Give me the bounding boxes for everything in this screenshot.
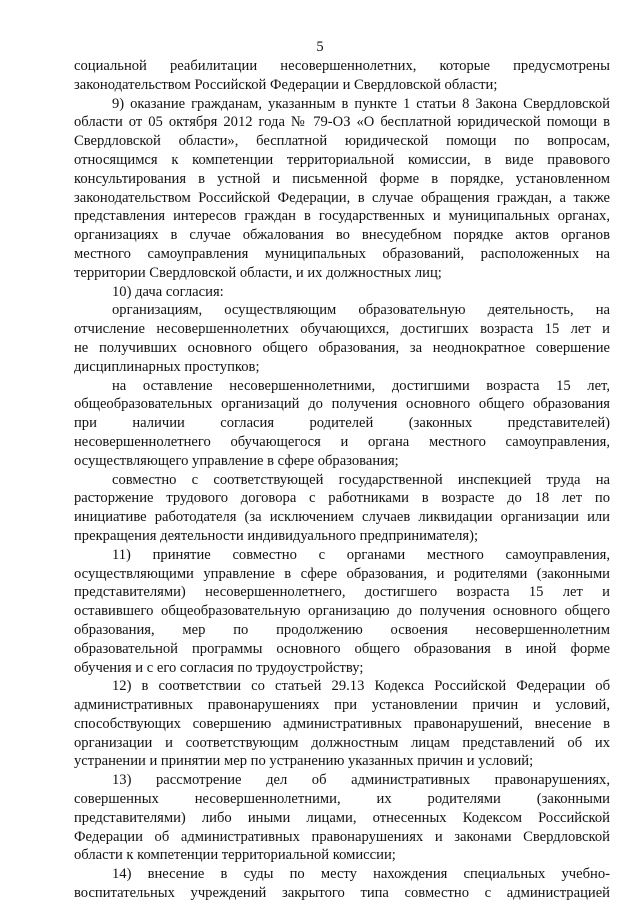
text-line: инициативе работодателя (за исключением случаев ликвидации организации или bbox=[74, 509, 610, 526]
text-line: общеобразовательных организаций до получения основного общего образования bbox=[74, 396, 610, 413]
text-line: относящимся к компетенции территориальной комиссии, в виде правового bbox=[74, 151, 610, 168]
text-line: представления интересов граждан в государственных и муниципальных органах, bbox=[74, 208, 610, 225]
text-line: 9) оказание гражданам, указанным в пункте 1 статьи 8 Закона Свердловской bbox=[112, 95, 610, 112]
text-line: социальной реабилитации несовершеннолетних, которые предусмотрены bbox=[74, 58, 610, 74]
text-line: области от 05 октября 2012 года № 79-ОЗ «О бесплатной юридической помощи в bbox=[74, 114, 610, 131]
text-line: территории Свердловской области, и их должностных лиц; bbox=[74, 264, 442, 281]
text-line: Федерации об административных правонарушениях и законами Свердловской bbox=[74, 828, 610, 845]
text-line: отчисление несовершеннолетних обучающихся, достигших возраста 15 лет и bbox=[74, 321, 610, 338]
text-line: 12) в соответствии со статьей 29.13 Кодекса Российской Федерации об bbox=[112, 678, 610, 695]
text-line: оставившего общеобразовательную организацию до получения основного общего bbox=[74, 603, 610, 620]
text-line: обучения и с его согласия по трудоустройству; bbox=[74, 659, 364, 676]
document-body bbox=[74, 57, 610, 903]
text-line: 10) дача согласия: bbox=[112, 283, 224, 300]
text-line: расторжение трудового договора с работниками в возрасте до 18 лет по bbox=[74, 490, 610, 507]
text-line: организациям, осуществляющим образовательную деятельность, на bbox=[112, 302, 610, 319]
text-line: законодательством Российской Федерации и Свердловской области; bbox=[74, 76, 498, 93]
text-line: при наличии согласия родителей (законных представителей) bbox=[74, 415, 610, 432]
text-line: осуществляющими управление в сфере образования, и родителями (законными bbox=[74, 565, 610, 582]
text-line: организациях в случае обжалования во внесудебном порядке актов органов bbox=[74, 227, 610, 244]
text-line: устранении и принятии мер по устранению указанных причин и условий; bbox=[74, 753, 534, 770]
text-line: местного самоуправления муниципальных образований, расположенных на bbox=[74, 245, 610, 262]
text-line: Свердловской области», бесплатной юридической помощи по вопросам, bbox=[74, 133, 610, 150]
text-line: не получивших основного общего образования, за неоднократное совершение bbox=[74, 339, 610, 356]
text-line: консультирования в устной и письменной форме в порядке, установленном bbox=[74, 170, 610, 187]
text-line: 11) принятие совместно с органами местного самоуправления, bbox=[112, 546, 610, 563]
text-line: представителями) несовершеннолетнего, достигшего возраста 15 лет и bbox=[74, 584, 610, 601]
text-line: дисциплинарных проступков; bbox=[74, 358, 260, 375]
text-line: воспитательных учреждений закрытого типа совместно с администрацией bbox=[74, 885, 610, 902]
text-line: совместно с соответствующей государственной инспекцией труда на bbox=[112, 471, 610, 488]
text-line: несовершеннолетнего обучающегося и органа местного самоуправления, bbox=[74, 433, 610, 450]
text-line: административных правонарушениях при установлении причин и условий, bbox=[74, 697, 610, 714]
text-line: представителями) либо иными лицами, отнесенных Кодексом Российской bbox=[74, 809, 610, 826]
text-line: 14) внесение в суды по месту нахождения специальных учебно- bbox=[112, 866, 610, 883]
text-line: образования, мер по продолжению освоения несовершеннолетним bbox=[74, 621, 610, 638]
text-line: организации и соответствующим должностным лицам представлений об их bbox=[74, 734, 610, 751]
text-line: прекращения деятельности индивидуального предпринимателя); bbox=[74, 527, 478, 544]
page-number: 5 bbox=[316, 39, 324, 55]
text-line: образовательной программы основного общего образования в иной форме bbox=[74, 640, 610, 657]
text-line: законодательством Российской Федерации, в случае обращения граждан, а также bbox=[74, 189, 610, 206]
text-line: осуществляющего управление в сфере образования; bbox=[74, 452, 399, 469]
text-line: способствующих совершению административных правонарушений, внесение в bbox=[74, 715, 610, 732]
text-line: совершенных несовершеннолетними, их родителями (законными bbox=[74, 791, 610, 808]
text-line: области к компетенции территориальной комиссии; bbox=[74, 847, 396, 864]
text-line: 13) рассмотрение дел об административных правонарушениях, bbox=[112, 772, 610, 789]
text-line: на оставление несовершеннолетними, достигшими возраста 15 лет, bbox=[112, 377, 610, 394]
